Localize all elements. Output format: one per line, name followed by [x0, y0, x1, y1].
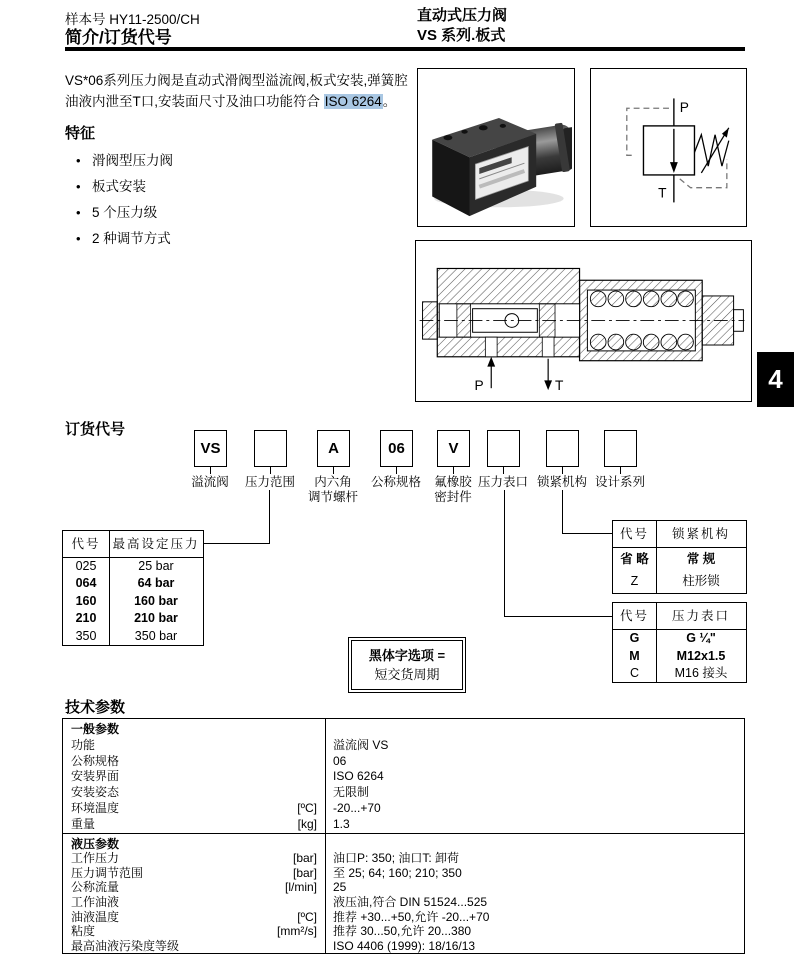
iso-highlight: ISO 6264: [324, 94, 382, 109]
tech-row: [63, 785, 744, 801]
note-line2: 短交货周期: [374, 667, 440, 682]
tech-label: 最高油液污染度等级: [71, 938, 180, 953]
cell-code: 210: [75, 611, 97, 626]
lock-mechanism-table: [612, 520, 747, 594]
tech-value: 1.3: [333, 816, 350, 831]
ordering-tick: [210, 467, 211, 474]
ordering-label: 压力表口: [477, 475, 528, 489]
cell-code: 省 略: [620, 552, 649, 566]
cell-code: Z: [630, 574, 639, 588]
cell-code: 350: [75, 628, 97, 643]
symbol-port-t-label: T: [658, 185, 667, 201]
gauge-port-table: [612, 602, 747, 683]
ordering-label: 公称规格: [370, 475, 421, 489]
ordering-label: 内六角 调节螺杆: [307, 475, 358, 504]
tech-unit: [ºC]: [297, 909, 317, 924]
chapter-tab: 4: [757, 352, 794, 407]
hydraulic-symbol-frame: [590, 68, 747, 227]
feature-item: [76, 174, 173, 200]
tech-label: 油液温度: [71, 909, 120, 924]
tech-row: [63, 924, 744, 939]
bullet-icon: •: [76, 179, 81, 194]
connector-lock-v: [562, 490, 563, 534]
tech-label: 粘度: [71, 924, 96, 939]
header-value: 最高设定压力: [112, 537, 200, 551]
bullet-icon: •: [76, 153, 81, 168]
tech-unit: [mm²/s]: [277, 924, 317, 939]
tech-section: [63, 833, 744, 954]
intro-text-end: 。: [382, 94, 397, 109]
intro-text: VS*06系列压力阀是直动式滑阀型溢流阀,板式安装,弹簧腔油液内泄至T口,安装面尺寸及油口功能符合: [65, 73, 408, 109]
product-title-line1: 直动式压力阀: [417, 7, 508, 24]
feature-text: 板式安装: [92, 179, 146, 194]
cell-value: 350 bar: [134, 628, 178, 643]
cell-value: 64 bar: [137, 576, 175, 591]
table-header-row: [613, 521, 746, 548]
cell-code: 025: [75, 559, 97, 573]
cell-value: 25 bar: [138, 559, 174, 573]
tech-value: 至 25; 64; 160; 210; 350: [333, 865, 462, 880]
ordering-tick: [333, 467, 334, 474]
product-title-line2: VS 系列.板式: [417, 27, 506, 44]
cross-section-frame: [415, 240, 752, 402]
cell-code: 064: [75, 576, 97, 591]
cell-value: 柱形锁: [682, 574, 720, 588]
ordering-tick: [562, 467, 563, 474]
tech-section-header: 一般参数: [71, 722, 120, 736]
ordering-tick: [620, 467, 621, 474]
tech-row: [63, 754, 744, 770]
cell-code: M: [629, 648, 640, 663]
tech-value: 油口P: 350; 油口T: 卸荷: [333, 851, 460, 866]
tech-value: 推荐 +30...+50,允许 -20...+70: [333, 909, 490, 924]
tech-row: [63, 769, 744, 785]
ordering-label: 锁紧机构: [536, 475, 587, 489]
ordering-box-V: V: [437, 430, 470, 467]
ordering-box-VS: VS: [194, 430, 227, 467]
cell-code: G: [629, 631, 640, 645]
feature-item: [76, 148, 173, 174]
tech-row: [63, 817, 744, 833]
pressure-range-table: [62, 530, 204, 646]
table-row: [613, 570, 746, 592]
tech-unit: [kg]: [297, 816, 317, 831]
bullet-icon: •: [76, 231, 81, 246]
table-row: [63, 593, 203, 610]
bold-option-note-inner: [351, 640, 463, 690]
feature-text: 滑阀型压力阀: [92, 153, 173, 168]
ordering-label: 溢流阀: [191, 475, 229, 489]
cell-value: M16 接头: [674, 666, 728, 680]
table-row: [613, 665, 746, 683]
note-line1: 黑体字选项 =: [368, 648, 446, 663]
tech-label: 安装姿态: [71, 785, 120, 800]
cell-value: G ¼": [686, 631, 716, 645]
tech-label: 工作压力: [71, 851, 120, 866]
ordering-tick: [503, 467, 504, 474]
header-value: 压力表口: [671, 609, 730, 623]
cell-value: 常 规: [686, 552, 716, 566]
tech-label: 安装界面: [71, 769, 120, 784]
ordering-box-blank-5: [487, 430, 520, 467]
symbol-port-p-label: P: [679, 100, 689, 116]
tech-section-header: 液压参数: [71, 836, 120, 851]
header-value: 锁紧机构: [671, 527, 730, 541]
tech-label: 环境温度: [71, 800, 120, 815]
tech-section-header-row: [63, 722, 744, 738]
table-row: [63, 610, 203, 627]
ordering-box-A: A: [317, 430, 350, 467]
table-row: [613, 630, 746, 648]
tech-params-table: [62, 718, 745, 954]
tech-row: [63, 866, 744, 881]
tech-section: [63, 719, 744, 833]
tech-row: [63, 895, 744, 910]
tech-unit: [bar]: [292, 865, 317, 880]
header-code: 代号: [71, 537, 101, 551]
table-row: [63, 575, 203, 592]
cross-section-drawing: [416, 241, 748, 398]
tech-unit: [ºC]: [297, 800, 317, 815]
cell-value: M12x1.5: [676, 648, 726, 663]
ordering-label: 设计系列: [594, 475, 645, 489]
tech-value: 25: [333, 880, 347, 895]
valve-photo-frame: [417, 68, 575, 227]
table-row: [613, 648, 746, 666]
tech-value: ISO 6264: [333, 769, 384, 784]
table-row: [613, 548, 746, 570]
ordering-box-blank-7: [604, 430, 637, 467]
features-title: 特征: [65, 125, 96, 142]
cell-value: 160 bar: [134, 593, 178, 608]
valve-photo-illustration: [418, 69, 572, 223]
tech-row: [63, 880, 744, 895]
tech-label: 压力调节范围: [71, 865, 144, 880]
bold-option-note: [348, 637, 466, 693]
ordering-box-blank-6: [546, 430, 579, 467]
connector-gauge-v: [504, 490, 505, 617]
features-list: [76, 148, 173, 252]
connector-gauge-h: [504, 616, 612, 617]
tech-unit: [l/min]: [284, 880, 317, 895]
tech-label: 功能: [71, 737, 96, 752]
table-row: [63, 558, 203, 575]
tech-value: 06: [333, 753, 347, 768]
tech-row: [63, 738, 744, 754]
feature-item: [76, 200, 173, 226]
tech-label: 公称规格: [71, 753, 120, 768]
table-header-row: [613, 603, 746, 630]
tech-value: 推荐 30...50,允许 20...380: [333, 924, 472, 939]
connector-pressure-v: [269, 490, 270, 544]
section-port-t-label: T: [555, 378, 564, 394]
feature-text: 2 种调节方式: [92, 231, 171, 246]
tech-value: 溢流阀 VS: [333, 737, 389, 752]
ordering-tick: [396, 467, 397, 474]
feature-item: [76, 226, 173, 252]
section-port-p-label: P: [474, 378, 484, 394]
tech-unit: [bar]: [292, 851, 317, 866]
relief-valve-symbol: [591, 69, 744, 223]
page-title: 简介/订货代号: [65, 28, 172, 47]
tech-label: 公称流量: [71, 880, 120, 895]
header-code: 代号: [619, 527, 649, 541]
header-code: 代号: [619, 609, 649, 623]
tech-row: [63, 939, 744, 954]
ordering-tick: [453, 467, 454, 474]
intro-paragraph: [65, 70, 417, 112]
ordering-tick: [270, 467, 271, 474]
bullet-icon: •: [76, 205, 81, 220]
header-rule: [65, 47, 745, 51]
tech-row: [63, 801, 744, 817]
ordering-label: 氟橡胶 密封件: [434, 475, 472, 504]
cell-value: 210 bar: [134, 611, 178, 626]
ordering-box-blank-1: [254, 430, 287, 467]
tech-row: [63, 910, 744, 925]
ordering-title: 订货代号: [65, 421, 126, 438]
tech-value: ISO 4406 (1999): 18/16/13: [333, 938, 476, 953]
connector-lock-h: [562, 533, 612, 534]
table-header-row: [63, 531, 203, 558]
tech-row: [63, 851, 744, 866]
tech-value: 无限制: [333, 785, 370, 800]
feature-text: 5 个压力级: [92, 205, 158, 220]
ordering-box-06: 06: [380, 430, 413, 467]
tech-value: 液压油,符合 DIN 51524...525: [333, 894, 488, 909]
tech-params-title: 技术参数: [65, 699, 126, 716]
ordering-label: 压力范围: [244, 475, 295, 489]
table-row: [63, 628, 203, 645]
tech-label: 工作油液: [71, 894, 120, 909]
tech-value: -20...+70: [333, 800, 381, 815]
tech-section-header-row: [63, 837, 744, 852]
cell-code: C: [629, 666, 640, 680]
tech-label: 重量: [71, 816, 96, 831]
connector-pressure-h: [202, 543, 270, 544]
catalog-number: 样本号 HY11-2500/CH: [65, 12, 200, 27]
product-title: [417, 6, 507, 46]
cell-code: 160: [75, 593, 97, 608]
